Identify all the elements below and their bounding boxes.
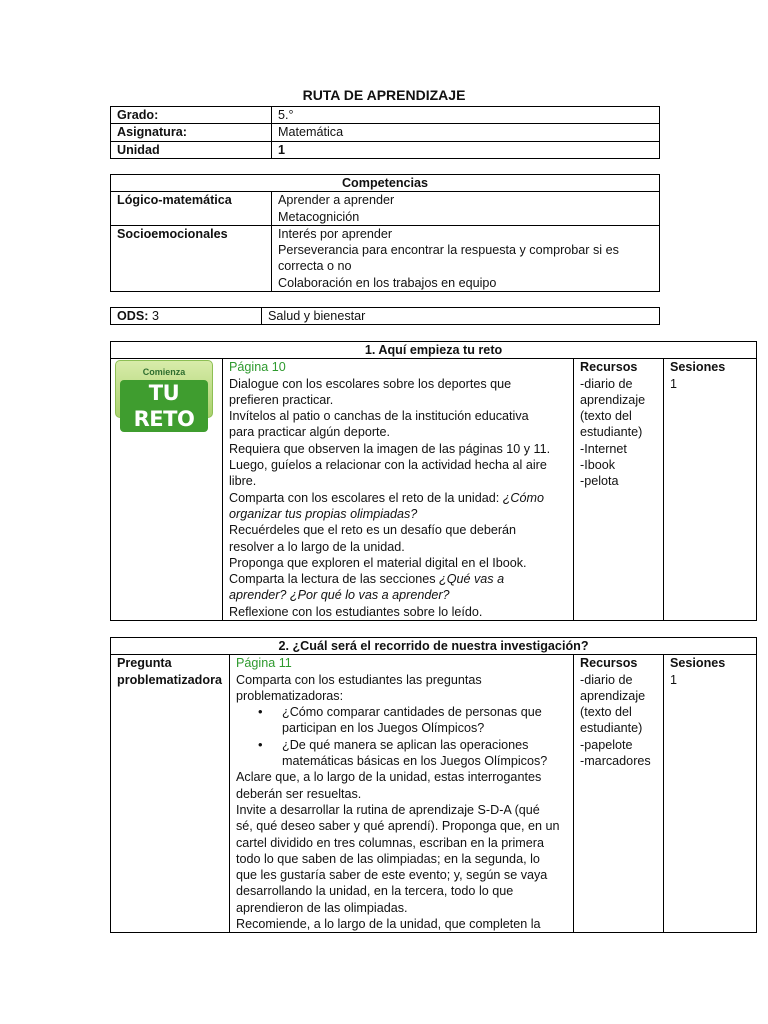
text-line: Recomiende, a lo largo de la unidad, que completen la bbox=[236, 917, 541, 932]
table-row bbox=[111, 308, 660, 325]
text-line: deberán ser resueltas. bbox=[236, 786, 362, 801]
section1-header: 1. Aquí empieza tu reto bbox=[111, 342, 757, 359]
competencias-table bbox=[110, 174, 660, 292]
tu-reto-badge-icon bbox=[115, 360, 213, 432]
section1-sesiones bbox=[664, 359, 757, 621]
text-line: • ¿De qué manera se aplican las operaciones bbox=[282, 737, 529, 752]
lectura-question: ¿Qué vas a bbox=[439, 572, 505, 587]
text-line: cartel dividido en tres columnas, escriban en la primera bbox=[236, 835, 544, 850]
recurso-item: -pelota bbox=[580, 474, 619, 489]
badge-cell bbox=[111, 359, 223, 621]
recursos-label: Recursos bbox=[580, 656, 638, 671]
text-line bbox=[229, 571, 567, 587]
badge-big-text: TU RETO bbox=[120, 380, 208, 432]
competencia-label: Socioemocionales bbox=[111, 225, 272, 291]
section2-content bbox=[230, 655, 574, 933]
ods-cell bbox=[111, 308, 262, 325]
table-row bbox=[111, 342, 757, 359]
table-row bbox=[111, 107, 660, 124]
section1-recursos bbox=[574, 359, 664, 621]
text-line: Pregunta bbox=[117, 656, 172, 671]
recurso-item: -Internet bbox=[580, 441, 627, 456]
list-item bbox=[282, 704, 567, 737]
reto-prefix: Comparta con los escolares el reto de la unidad: bbox=[229, 490, 503, 505]
ods-desc: Salud y bienestar bbox=[262, 308, 660, 325]
text-line: prefieren practicar. bbox=[229, 392, 334, 407]
text-line bbox=[229, 490, 567, 506]
section1-table bbox=[110, 341, 757, 621]
recurso-item: -diario de bbox=[580, 376, 633, 391]
text-line: • ¿Cómo comparar cantidades de personas que bbox=[282, 705, 542, 720]
recurso-item: -papelote bbox=[580, 737, 633, 752]
text-line: Perseverancia para encontrar la respuesta y comprobar si es bbox=[278, 243, 619, 258]
competencia-detail bbox=[272, 192, 660, 226]
page-reference: Página 11 bbox=[236, 656, 292, 671]
lectura-prefix: Comparta la lectura de las secciones bbox=[229, 572, 439, 587]
unidad-label: Unidad bbox=[111, 141, 272, 158]
recurso-item: (texto del bbox=[580, 705, 632, 720]
section2-table bbox=[110, 637, 757, 933]
table-row bbox=[111, 638, 757, 655]
recurso-item: (texto del bbox=[580, 409, 632, 424]
badge-small-text: Comienza bbox=[142, 367, 186, 378]
text-line: problematizadora bbox=[117, 672, 222, 687]
ods-table bbox=[110, 307, 660, 325]
asignatura-label: Asignatura: bbox=[111, 124, 272, 141]
sesiones-value: 1 bbox=[670, 376, 678, 391]
ods-label: ODS: bbox=[117, 309, 149, 323]
section2-header: 2. ¿Cuál será el recorrido de nuestra investigación? bbox=[111, 638, 757, 655]
recurso-item: -Ibook bbox=[580, 458, 616, 473]
recurso-item: aprendizaje bbox=[580, 688, 646, 703]
text-line: participan en los Juegos Olímpicos? bbox=[282, 721, 485, 736]
grado-value: 5.° bbox=[272, 107, 660, 124]
text-line: Reflexione con los estudiantes sobre lo leído. bbox=[229, 604, 483, 619]
text-line: correcta o no bbox=[278, 259, 352, 274]
text-line: Invite a desarrollar la rutina de aprendizaje S-D-A (qué bbox=[236, 802, 540, 817]
text-line: desarrollando la unidad, en la tercera, todo lo que bbox=[236, 884, 514, 899]
page-reference: Página 10 bbox=[229, 360, 286, 375]
section2-sesiones bbox=[664, 655, 757, 933]
page-title: RUTA DE APRENDIZAJE bbox=[302, 87, 466, 103]
recurso-item: estudiante) bbox=[580, 425, 643, 440]
text-line: todo lo que saben de las olimpiadas; en la segunda, lo bbox=[236, 851, 540, 866]
text-line: sé, qué deseo saber y qué aprendí). Proponga que, en un bbox=[236, 819, 560, 834]
sesiones-label: Sesiones bbox=[670, 360, 726, 375]
info-table bbox=[110, 106, 660, 159]
table-row bbox=[111, 359, 757, 621]
table-row bbox=[111, 225, 660, 291]
competencias-header: Competencias bbox=[111, 175, 660, 192]
list-item bbox=[282, 737, 567, 770]
asignatura-value: Matemática bbox=[272, 124, 660, 141]
reto-question: ¿Cómo bbox=[502, 490, 545, 505]
text-line: Proponga que exploren el material digital en el Ibook. bbox=[229, 555, 527, 570]
ods-value: 3 bbox=[151, 309, 159, 323]
text-line: Comparta con los estudiantes las preguntas bbox=[236, 672, 482, 687]
competencia-label: Lógico-matemática bbox=[111, 192, 272, 226]
competencia-detail bbox=[272, 225, 660, 291]
section2-recursos bbox=[574, 655, 664, 933]
recurso-item: -diario de bbox=[580, 672, 633, 687]
lectura-question: aprender? ¿Por qué lo vas a aprender? bbox=[229, 588, 450, 603]
text-line: Invítelos al patio o canchas de la institución educativa bbox=[229, 409, 529, 424]
text-line: libre. bbox=[229, 474, 257, 489]
table-row bbox=[111, 124, 660, 141]
text-line: Aprender a aprender bbox=[278, 193, 395, 208]
text-line: aprendieron de las olimpiadas. bbox=[236, 900, 408, 915]
text-line: Metacognición bbox=[278, 209, 360, 224]
text-line: Recuérdeles que el reto es un desafío que deberán bbox=[229, 523, 517, 538]
text-line: Interés por aprender bbox=[278, 226, 393, 241]
text-line: Luego, guíelos a relacionar con la actividad hecha al aire bbox=[229, 458, 547, 473]
sesiones-label: Sesiones bbox=[670, 656, 726, 671]
sesiones-value: 1 bbox=[670, 672, 678, 687]
text-line: resolver a lo largo de la unidad. bbox=[229, 539, 405, 554]
recurso-item: aprendizaje bbox=[580, 392, 646, 407]
table-row bbox=[111, 655, 757, 933]
section1-content bbox=[223, 359, 574, 621]
table-row bbox=[111, 141, 660, 158]
pregunta-label bbox=[111, 655, 230, 933]
text-line: que les gustaría saber de este evento; y, según se vaya bbox=[236, 868, 548, 883]
text-line: Dialogue con los escolares sobre los deportes que bbox=[229, 376, 512, 391]
unidad-value: 1 bbox=[272, 141, 660, 158]
recurso-item: -marcadores bbox=[580, 754, 651, 769]
grado-label: Grado: bbox=[111, 107, 272, 124]
text-line: para practicar algún deporte. bbox=[229, 425, 391, 440]
table-row bbox=[111, 192, 660, 226]
text-line: Requiera que observen la imagen de las páginas 10 y 11. bbox=[229, 441, 551, 456]
question-list bbox=[236, 704, 567, 769]
recursos-label: Recursos bbox=[580, 360, 638, 375]
text-line: problematizadoras: bbox=[236, 688, 344, 703]
text-line: matemáticas básicas en los Juegos Olímpicos? bbox=[282, 754, 548, 769]
table-row bbox=[111, 175, 660, 192]
text-line: Colaboración en los trabajos en equipo bbox=[278, 275, 497, 290]
text-line: Aclare que, a lo largo de la unidad, estas interrogantes bbox=[236, 770, 542, 785]
reto-question: organizar tus propias olimpiadas? bbox=[229, 506, 418, 521]
recurso-item: estudiante) bbox=[580, 721, 643, 736]
